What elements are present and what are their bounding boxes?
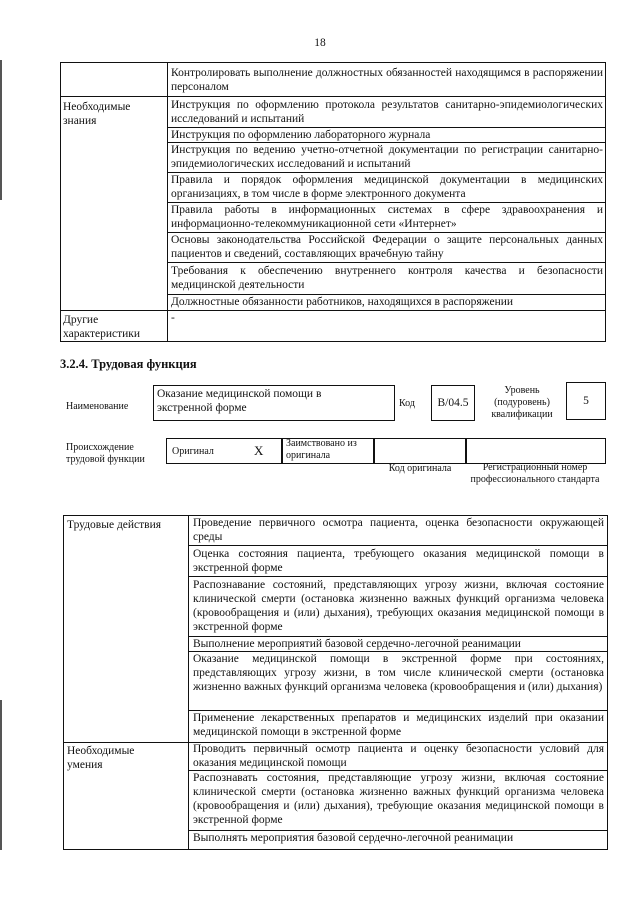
- other-label: Другие характеристики: [63, 314, 141, 340]
- section-heading: 3.2.4. Трудовая функция: [60, 357, 197, 371]
- list-item: Выполнение мероприятий базовой сердечно-легочной реанимации: [193, 638, 521, 650]
- scan-edge: [0, 700, 2, 850]
- list-item: Инструкция по ведению учетно-отчетной документации по регистрации санитарно-эпидемиологических исследований и испытаний: [171, 144, 603, 170]
- page-number: 18: [314, 37, 326, 49]
- list-item: Правила работы в информационных системах в сфере здравоохранения и информационно-телекоммуникационной сети «Интернет»: [171, 204, 603, 230]
- code-value: B/04.5: [437, 397, 469, 409]
- list-item: Оценка состояния пациента, требующего оказания медицинской помощи в экстренной форме: [193, 548, 604, 574]
- list-item: Распознавать состояния, представляющие угрозу жизни, включая состояние клинической смерти (остановка жизненно важных функций организма человека (кровообращения и (или) дыхания), требующие оказания медицинской помощи в экстренной форме: [193, 772, 604, 826]
- name-label: Наименование: [66, 401, 129, 412]
- knowledge-label: Необходимые знания: [63, 101, 131, 127]
- list-item: Оказание медицинской помощи в экстренной форме при состояниях, представляющих угрозу жизни, в том числе клинической смерти (остановка жизненно важных функций организма человека (кровообращения и (или) дыхания): [193, 653, 604, 693]
- table-cell: Контролировать выполнение должностных обязанностей находящимся в распоряжении персоналом: [171, 67, 603, 93]
- list-item: Требования к обеспечению внутреннего контроля качества и безопасности медицинской деятельности: [171, 265, 603, 291]
- list-item: Выполнять мероприятия базовой сердечно-легочной реанимации: [193, 832, 514, 844]
- origin-label: Происхождение трудовой функции: [66, 442, 145, 465]
- list-item: Инструкция по оформлению лабораторного журнала: [171, 129, 431, 141]
- list-item: Распознавание состояний, представляющих угрозу жизни, включая состояние клинической смерти (остановка жизненно важных функций организма человека (кровообращения и (или) дыхания), требующих оказания медицинской помощи в экстренной форме: [193, 579, 604, 633]
- skills-label: Необходимые умения: [67, 745, 135, 771]
- other-value: -: [171, 312, 175, 324]
- scan-edge: [0, 60, 2, 200]
- level-value: 5: [583, 395, 589, 407]
- list-item: Проводить первичный осмотр пациента и оценку безопасности условий для оказания медицинской помощи: [193, 743, 604, 769]
- original-mark: X: [254, 443, 264, 458]
- reg-number-label: Регистрационный номер профессионального стандарта: [470, 462, 600, 485]
- original-label: Оригинал: [172, 446, 214, 457]
- list-item: Правила и порядок оформления медицинской документации в медицинских организациях, в том числе в форме электронного документа: [171, 174, 603, 200]
- borrowed-label: Заимствовано из оригинала: [286, 438, 357, 461]
- origin-code-label: Код оригинала: [388, 463, 452, 474]
- list-item: Инструкция по оформлению протокола результатов санитарно-эпидемиологических исследований и испытаний: [171, 99, 603, 125]
- list-item: Основы законодательства Российской Федерации о защите персональных данных пациентов и сведений, составляющих врачебную тайну: [171, 234, 603, 260]
- code-label: Код: [399, 398, 415, 409]
- list-item: Проведение первичного осмотра пациента, оценка безопасности окружающей среды: [193, 517, 604, 543]
- list-item: Должностные обязанности работников, находящихся в распоряжении: [171, 296, 514, 308]
- list-item: Применение лекарственных препаратов и медицинских изделий при оказании медицинской помощи в экстренной форме: [193, 712, 604, 738]
- actions-label: Трудовые действия: [67, 519, 162, 531]
- level-label: Уровень (подуровень) квалификации: [491, 385, 553, 420]
- name-value: Оказание медицинской помощи в экстренной форме: [157, 388, 322, 414]
